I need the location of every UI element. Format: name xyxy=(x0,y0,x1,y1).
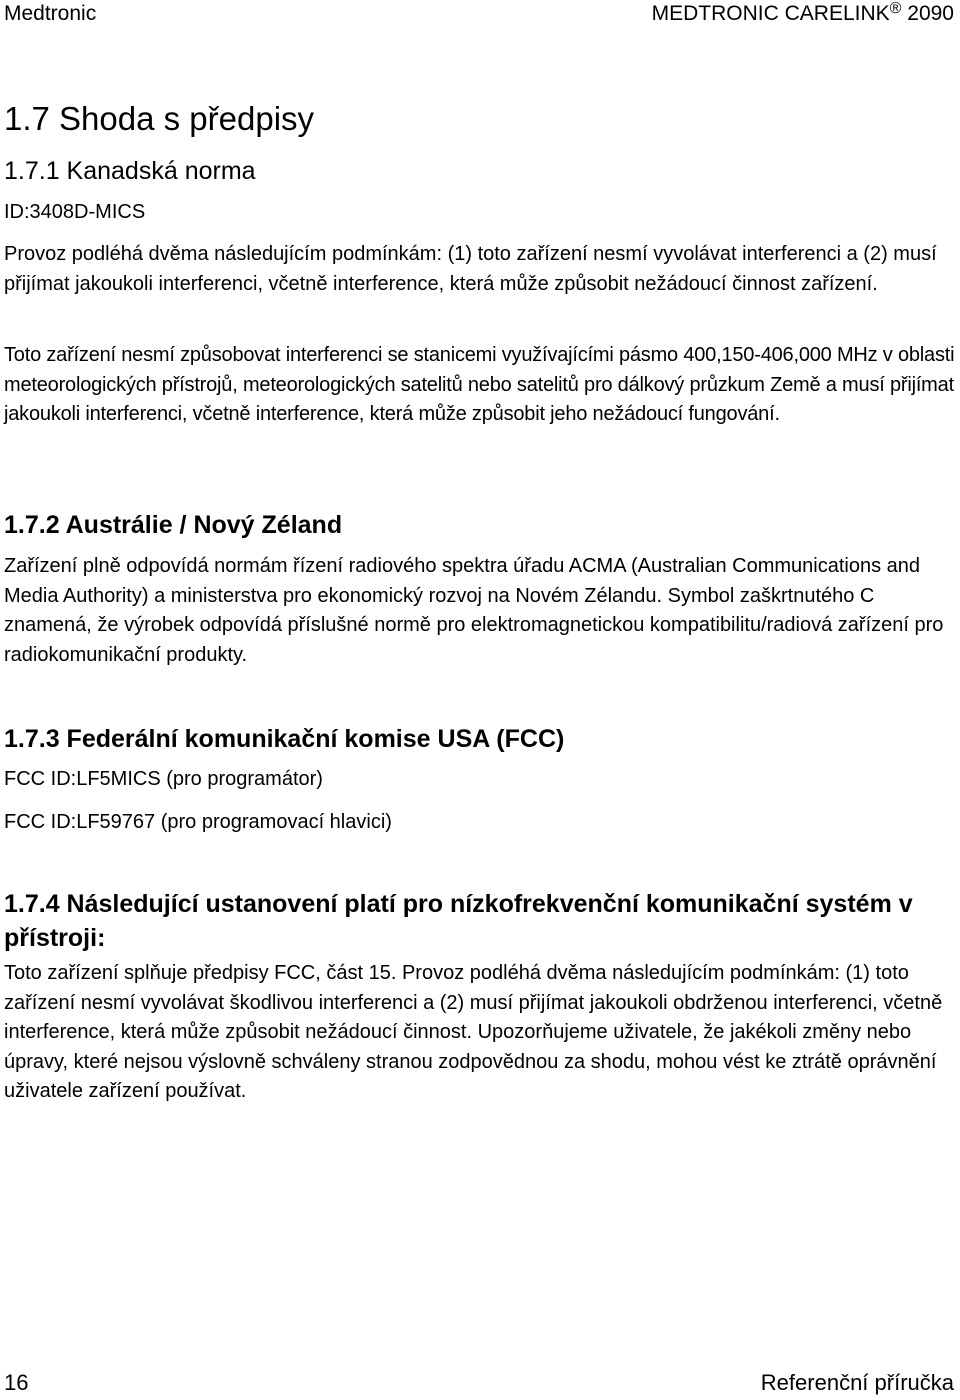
subsection-title-canada: 1.7.1 Kanadská norma xyxy=(4,157,256,185)
subsection-title-australia: 1.7.2 Austrálie / Nový Zéland xyxy=(4,511,343,539)
lowfreq-paragraph: Toto zařízení splňuje předpisy FCC, část 15. Provoz podléhá dvěma následujícím podmínkám: (1) toto zařízení nesmí vyvolávat škodlivou interferenci a (2) musí přijímat jakoukoli obdrženou interferenci, včetně interference, která může způsobit nežádoucí činnost. Upozorňujeme uživatele, že jakékoli změny nebo úpravy, které nejsou výslovně schváleny stranou zodpovědnou za shodu, mohou vést ke ztrátě oprávnění uživatele zařízení používat. xyxy=(4,962,943,1102)
canada-paragraph-1: Provoz podléhá dvěma následujícím podmínkám: (1) toto zařízení nesmí vyvolávat interferenci a (2) musí přijímat jakoukoli interferenci, včetně interference, která může způsobit nežádoucí činnost zařízení. xyxy=(4,243,937,295)
header-product-model: 2090 xyxy=(901,2,954,25)
australia-paragraph: Zařízení plně odpovídá normám řízení radiového spektra úřadu ACMA (Australian Communications and Media Authority) a ministerstva pro ekonomický rozvoj na Novém Zélandu. Symbol zaškrtnutého C znamená, že výrobek odpovídá příslušné normě pro elektromagnetickou kompatibilitu/radiová zařízení pro radiokomunikační produkty. xyxy=(4,555,944,666)
registered-mark: ® xyxy=(889,0,902,17)
header-product xyxy=(652,0,954,28)
footer-title: Referenční příručka xyxy=(760,1370,954,1395)
subsection-title-fcc: 1.7.3 Federální komunikační komise USA (FCC) xyxy=(4,725,565,753)
subsection-title-lowfreq: 1.7.4 Následující ustanovení platí pro nízkofrekvenční komunikační systém v přístroji: xyxy=(4,890,913,952)
header-product-name: MEDTRONIC CARELINK xyxy=(651,2,890,25)
fcc-id-head: FCC ID:LF59767 (pro programovací hlavici) xyxy=(4,811,392,833)
page-number: 16 xyxy=(4,1370,29,1395)
fcc-id-programmer: FCC ID:LF5MICS (pro programátor) xyxy=(4,768,323,790)
header-brand: Medtronic xyxy=(4,2,97,25)
canada-paragraph-2: Toto zařízení nesmí způsobovat interferenci se stanicemi využívajícími pásmo 400,150-406,000 MHz v oblasti meteorologických přístrojů, meteorologických satelitů nebo satelitů pro dálkový průzkum Země a musí přijímat jakoukoli interferenci, včetně interference, která může způsobit jeho nežádoucí fungování. xyxy=(4,344,955,425)
section-title: 1.7 Shoda s předpisy xyxy=(4,100,315,137)
canada-id-line: ID:3408D-MICS xyxy=(4,201,146,223)
